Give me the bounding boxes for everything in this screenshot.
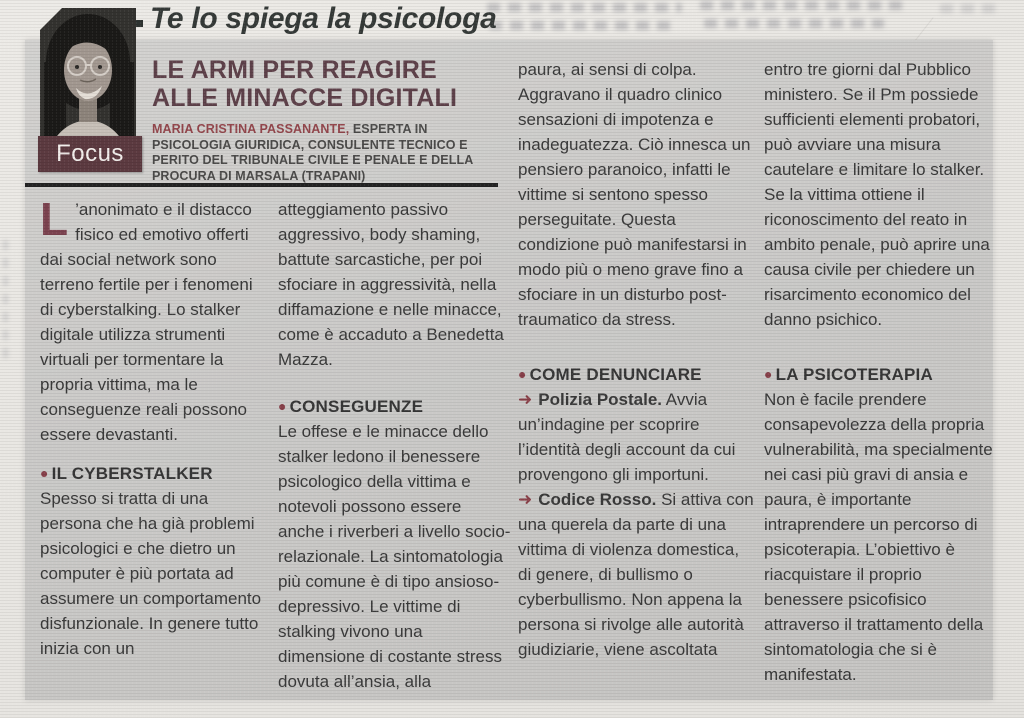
item-lead: Codice Rosso. [538, 490, 657, 509]
section-heading-come-denunciare [518, 362, 756, 387]
section-heading-psicoterapia [764, 362, 993, 387]
list-item-codice-rosso [518, 487, 756, 662]
continued-paragraph: atteggiamento passivo aggressivo, body shaming, battute sarcastiche, per poi sfociare in aggressività, nella diffamazione e nelle minacce, come è accaduto a Benedetta Mazza. [278, 200, 504, 369]
item-lead: Polizia Postale. [538, 390, 663, 409]
intro-paragraph [40, 193, 266, 447]
headline-line-2: ALLE MINACCE DIGITALI [152, 84, 458, 112]
column-2 [278, 197, 511, 694]
section-paragraph: Spesso si tratta di una persona che ha già problemi psicologici e che dietro un computer è più portata ad assumere un comportamento disfunzionale. In genere tutto inizia con un [40, 489, 262, 658]
item-text: Avvia un’indagine per scoprire l’identità degli account da cui provengono gli importuni. [518, 390, 736, 484]
print-bleedthrough [700, 1, 905, 10]
bullet-icon: ● [764, 366, 773, 382]
continued-paragraph: entro tre giorni dal Pubblico ministero. Se il Pm possiede sufficienti elementi probatori, può avviare una misura cautelare e limitare lo stalker. Se la vittima ottiene il riconoscimento del reato in ambito penale, può aprire una causa civile per chiedere un risarcimento economico del danno psichico. [764, 60, 990, 329]
column-1 [40, 193, 266, 661]
print-bleedthrough [3, 240, 8, 360]
section-paragraph: Le offese e le minacce dello stalker ledono il benessere psicologico della vittima e notevoli possono essere anche i riverberi a livello socio-relazionale. La sintomatologia più comune è di tipo ansioso-depressivo. Le vittime di stalking vivono una dimensione di costante stress dovuta all’ansia, alla [278, 422, 511, 691]
section-heading-label: IL CYBERSTALKER [51, 464, 213, 483]
print-bleedthrough [940, 4, 1000, 13]
author-name: MARIA CRISTINA PASSANANTE, [152, 122, 350, 136]
continued-paragraph: paura, ai sensi di colpa. Aggravano il quadro clinico sensazioni di impotenza e inadeguatezza. Ciò innesca un pensiero paranoico, infatti le vittime si sentono spesso perseguitate. Questa condizione può manifestarsi in modo più o meno grave fino a sfociare in un disturbo post-traumatico da stress. [518, 60, 751, 329]
section-heading-conseguenze [278, 394, 511, 419]
arrow-icon: ➜ [518, 490, 533, 509]
print-bleedthrough [704, 19, 884, 28]
headline-line-1: LE ARMI PER REAGIRE [152, 56, 437, 84]
bullet-icon: ● [518, 366, 527, 382]
focus-kicker-badge [38, 136, 142, 172]
intro-text: ’anonimato e il distacco fisico ed emotivo offerti dai social network sono terreno fertile per i fenomeni di cyberstalking. Lo stalker digitale utilizza strumenti virtuali per tormentare la propria vittima, ma le conseguenze reali possono essere devastanti. [40, 200, 253, 444]
column-3 [518, 57, 756, 662]
section-heading-label: COME DENUNCIARE [529, 365, 702, 384]
drop-cap: L [40, 193, 69, 245]
header-divider-rule [25, 183, 498, 187]
list-item-polizia-postale [518, 387, 756, 487]
section-heading-cyberstalker [40, 461, 266, 486]
page-title: Te lo spiega la psicologa [150, 2, 497, 35]
bullet-icon: ● [278, 398, 287, 414]
arrow-icon: ➜ [518, 390, 533, 409]
section-heading-label: LA PSICOTERAPIA [775, 365, 933, 384]
focus-label: Focus [56, 140, 124, 167]
bullet-icon: ● [40, 465, 49, 481]
item-text: Si attiva con una querela da parte di una vittima di violenza domestica, di genere, di bullismo o cyberbullismo. Non appena la persona si rivolge alle autorità giudiziarie, viene ascoltata [518, 490, 754, 659]
byline [152, 122, 508, 184]
title-marker-square [136, 20, 143, 27]
section-paragraph: Non è facile prendere consapevolezza della propria vulnerabilità, ma specialmente nei casi più gravi di ansia e paura, è importante intraprendere un percorso di psicoterapia. L’obiettivo è riacquistare il proprio benessere psicofisico attraverso il trattamento della sintomatologia che si è manifestata. [764, 390, 993, 684]
psychologist-photo [40, 8, 136, 152]
column-4 [764, 57, 993, 687]
section-heading-label: CONSEGUENZE [289, 397, 424, 416]
article-headline [152, 56, 512, 112]
author-credentials: ESPERTA IN PSICOLOGIA GIURIDICA, CONSULENTE TECNICO E PERITO DEL TRIBUNALE CIVILE E PENALE E DELLA PROCURA DI MARSALA (TRAPANI) [152, 122, 473, 183]
portrait-illustration [40, 8, 136, 152]
